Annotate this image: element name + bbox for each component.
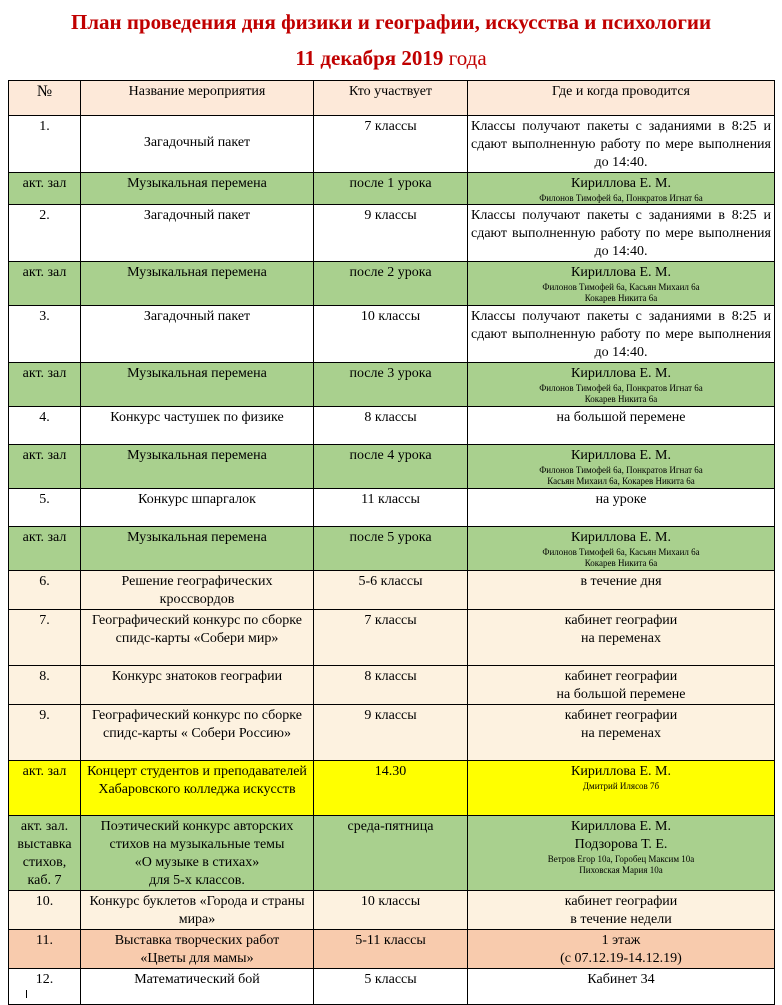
event-name: Выставка творческих работ «Цветы для мамы» — [81, 930, 314, 969]
table-row — [9, 363, 775, 407]
event-name: Конкурс знатоков географии — [81, 666, 314, 705]
location-text: Кириллова Е. М. — [571, 176, 671, 191]
location-time — [468, 969, 775, 1005]
table-row — [9, 445, 775, 489]
location-text: на большой перемене — [556, 410, 686, 425]
participants: 11 классы — [314, 489, 468, 527]
event-name: Музыкальная перемена — [81, 262, 314, 306]
participants: 8 классы — [314, 666, 468, 705]
participants: после 2 урока — [314, 262, 468, 306]
participants: среда-пятница — [314, 816, 468, 891]
location-text: 1 этаж (с 07.12.19-14.12.19) — [560, 933, 682, 966]
row-number: 4. — [9, 407, 81, 445]
participants: 7 классы — [314, 610, 468, 666]
participants: после 4 урока — [314, 445, 468, 489]
location-time — [468, 610, 775, 666]
table-row — [9, 610, 775, 666]
performers-list: Филонов Тимофей 6а, Касьян Михаил 6а Кокарев Никита 6а — [542, 547, 700, 568]
col-header-who: Кто участвует — [314, 81, 468, 116]
participants: 9 классы — [314, 705, 468, 761]
performers-list: Ветров Егор 10а, Горобец Максим 10а Пиховская Мария 10а — [547, 854, 695, 875]
col-header-where: Где и когда проводится — [468, 81, 775, 116]
event-name: Музыкальная перемена — [81, 445, 314, 489]
participants: после 3 урока — [314, 363, 468, 407]
performers-list: Филонов Тимофей 6а, Понкратов Игнат 6а — [539, 193, 703, 203]
page-title: План проведения дня физики и географии, искусства и психологии — [70, 10, 712, 34]
event-name: Географический конкурс по сборке спидс-карты « Собери Россию» — [81, 705, 314, 761]
row-number: 12. — [9, 969, 81, 1005]
location-text: кабинет географии на переменах — [564, 708, 678, 741]
participants: 7 классы — [314, 116, 468, 173]
location-text: Кириллова Е. М. — [571, 448, 671, 463]
table-row — [9, 891, 775, 930]
participants: 14.30 — [314, 761, 468, 816]
row-number: акт. зал — [9, 527, 81, 571]
participants: 5-11 классы — [314, 930, 468, 969]
page-mark — [26, 990, 27, 998]
table-row — [9, 173, 775, 205]
location-time — [468, 930, 775, 969]
date-bold: 11 декабря 2019 — [295, 46, 444, 70]
table-row — [9, 816, 775, 891]
location-time — [468, 306, 775, 363]
row-number: 11. — [9, 930, 81, 969]
location-time — [468, 527, 775, 571]
row-number: 7. — [9, 610, 81, 666]
row-number: акт. зал. выставка стихов, каб. 7 — [9, 816, 81, 891]
location-time — [468, 445, 775, 489]
participants: 10 классы — [314, 306, 468, 363]
location-time — [468, 571, 775, 610]
table-row — [9, 116, 775, 173]
row-number: акт. зал — [9, 262, 81, 306]
location-text: Кириллова Е. М. Подзорова Т. Е. — [571, 819, 671, 852]
location-text: Кабинет 34 — [587, 972, 655, 987]
row-number: акт. зал — [9, 761, 81, 816]
table-row — [9, 969, 775, 1005]
row-number: 5. — [9, 489, 81, 527]
table-row — [9, 705, 775, 761]
location-time — [468, 666, 775, 705]
row-number: 10. — [9, 891, 81, 930]
table-header-row — [9, 81, 775, 116]
location-text: Кириллова Е. М. — [571, 366, 671, 381]
event-name: Конкурс частушек по физике — [81, 407, 314, 445]
participants: 5 классы — [314, 969, 468, 1005]
date-suffix: года — [443, 46, 487, 70]
row-number: 8. — [9, 666, 81, 705]
participants: 9 классы — [314, 205, 468, 262]
table-row — [9, 761, 775, 816]
location-text: на уроке — [595, 492, 647, 507]
event-name: Загадочный пакет — [81, 116, 314, 173]
schedule-table — [8, 80, 775, 1005]
location-text: кабинет географии на переменах — [564, 613, 678, 646]
participants: после 5 урока — [314, 527, 468, 571]
event-name: Музыкальная перемена — [81, 527, 314, 571]
location-time — [468, 891, 775, 930]
location-text: Классы получают пакеты с заданиями в 8:25 и сдают выполненную работу по мере выполнения до 14:40. — [471, 208, 771, 259]
col-header-num: № — [9, 81, 81, 116]
row-number: 2. — [9, 205, 81, 262]
event-name: Конкурс буклетов «Города и страны мира» — [81, 891, 314, 930]
event-name: Загадочный пакет — [81, 306, 314, 363]
location-time — [468, 205, 775, 262]
location-time — [468, 705, 775, 761]
location-time — [468, 363, 775, 407]
participants: 8 классы — [314, 407, 468, 445]
performers-list: Дмитрий Илясов 7б — [582, 781, 660, 791]
event-name: Географический конкурс по сборке спидс-карты «Собери мир» — [81, 610, 314, 666]
participants: 5-6 классы — [314, 571, 468, 610]
location-text: Кириллова Е. М. — [571, 764, 671, 779]
row-number: акт. зал — [9, 173, 81, 205]
table-row — [9, 930, 775, 969]
location-time — [468, 816, 775, 891]
row-number: 3. — [9, 306, 81, 363]
location-text: кабинет географии в течение недели — [564, 894, 678, 927]
event-name: Решение географических кроссвордов — [81, 571, 314, 610]
table-row — [9, 306, 775, 363]
location-text: Кириллова Е. М. — [571, 265, 671, 280]
event-name: Поэтический конкурс авторских стихов на музыкальные темы «О музыке в стихах» для 5-х классов. — [81, 816, 314, 891]
participants: после 1 урока — [314, 173, 468, 205]
participants: 10 классы — [314, 891, 468, 930]
event-name: Загадочный пакет — [81, 205, 314, 262]
row-number: 6. — [9, 571, 81, 610]
col-header-name: Название мероприятия — [81, 81, 314, 116]
performers-list: Филонов Тимофей 6а, Понкратов Игнат 6а Касьян Михаил 6а, Кокарев Никита 6а — [539, 465, 703, 486]
event-name: Конкурс шпаргалок — [81, 489, 314, 527]
location-text: в течение дня — [580, 574, 662, 589]
location-time — [468, 489, 775, 527]
performers-list: Филонов Тимофей 6а, Понкратов Игнат 6а Кокарев Никита 6а — [539, 383, 703, 404]
table-row — [9, 205, 775, 262]
table-row — [9, 407, 775, 445]
location-text: Кириллова Е. М. — [571, 530, 671, 545]
event-name: Концерт студентов и преподавателей Хабаровского колледжа искусств — [81, 761, 314, 816]
event-name: Математический бой — [81, 969, 314, 1005]
location-time — [468, 761, 775, 816]
location-text: Классы получают пакеты с заданиями в 8:25 и сдают выполненную работу по мере выполнения до 14:40. — [471, 309, 771, 360]
location-text: Классы получают пакеты с заданиями в 8:25 и сдают выполненную работу по мере выполнения до 14:40. — [471, 119, 771, 170]
table-row — [9, 571, 775, 610]
event-name: Музыкальная перемена — [81, 173, 314, 205]
location-time — [468, 262, 775, 306]
row-number: акт. зал — [9, 445, 81, 489]
page-date — [0, 46, 782, 70]
location-time — [468, 116, 775, 173]
row-number: 9. — [9, 705, 81, 761]
location-time — [468, 407, 775, 445]
table-row — [9, 262, 775, 306]
performers-list: Филонов Тимофей 6а, Касьян Михаил 6а Кокарев Никита 6а — [542, 282, 700, 303]
table-row — [9, 489, 775, 527]
table-row — [9, 666, 775, 705]
location-time — [468, 173, 775, 205]
row-number: акт. зал — [9, 363, 81, 407]
row-number: 1. — [9, 116, 81, 173]
table-row — [9, 527, 775, 571]
event-name: Музыкальная перемена — [81, 363, 314, 407]
location-text: кабинет географии на большой перемене — [556, 669, 686, 702]
